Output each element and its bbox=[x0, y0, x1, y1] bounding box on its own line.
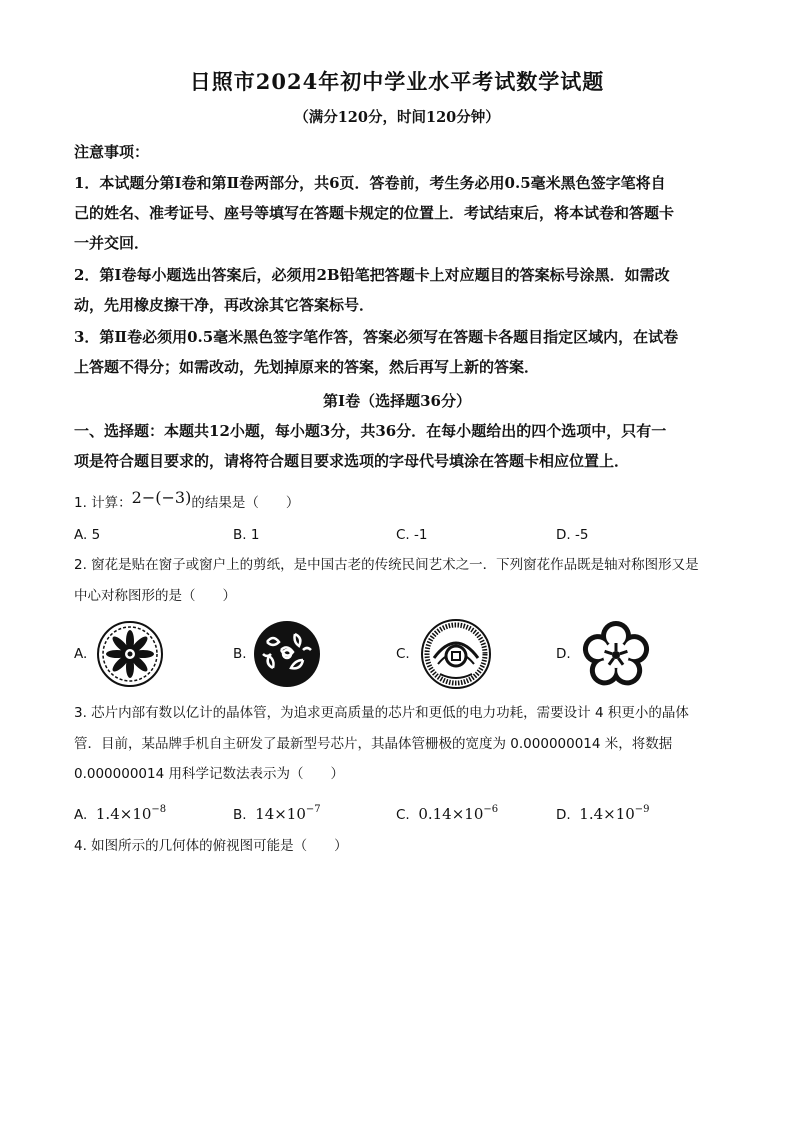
question-2: 2. 窗花是贴在窗子或窗户上的剪纸，是中国古老的传统民间艺术之一．下列窗花作品既是轴对称图形又是 bbox=[74, 557, 699, 573]
option-c: C. bbox=[396, 646, 410, 662]
question-1-expression: 2−(−3) bbox=[131, 488, 192, 507]
option-d bbox=[556, 800, 650, 825]
question-3: 0.000000014 用科学记数法表示为（ ） bbox=[74, 766, 344, 782]
question-4: 4. 如图所示的几何体的俯视图可能是（ ） bbox=[74, 838, 348, 854]
notice-line: 一并交回． bbox=[74, 234, 150, 252]
option-a bbox=[74, 800, 166, 825]
notice-line: 动，先用橡皮擦干净，再改涂其它答案标号． bbox=[74, 296, 375, 314]
section-instructions: 项是符合题目要求的，请将符合题目要求选项的字母代号填涂在答题卡相应位置上． bbox=[74, 452, 630, 470]
option-d: D. -5 bbox=[556, 527, 589, 543]
notice-heading: 注意事项： bbox=[74, 143, 150, 161]
option-a: A. bbox=[74, 646, 88, 662]
page-title: 日照市2024年初中学业水平考试数学试题 bbox=[189, 69, 605, 94]
question-2: 中心对称图形的是（ ） bbox=[74, 588, 236, 604]
option-b: B. bbox=[233, 646, 247, 662]
papercut-image-b bbox=[253, 620, 321, 688]
option-label: D. bbox=[556, 807, 571, 823]
option-b: B. 1 bbox=[233, 527, 260, 543]
question-3: 管．目前，某品牌手机自主研发了最新型号芯片，其晶体管栅极的宽度为 0.000000014 米，将数据 bbox=[74, 736, 673, 752]
question-1 bbox=[74, 488, 300, 513]
option-c: C. -1 bbox=[396, 527, 428, 543]
option-c bbox=[396, 800, 498, 825]
papercut-image-c bbox=[420, 618, 492, 690]
notice-line: 1．本试题分第Ⅰ卷和第Ⅱ卷两部分，共6页．答卷前，考生务必用0.5毫米黑色签字笔将自 bbox=[74, 174, 666, 192]
notice-line: 上答题不得分；如需改动，先划掉原来的答案，然后再写上新的答案． bbox=[74, 358, 540, 376]
section-instructions: 一、选择题：本题共12小题，每小题3分，共36分．在每小题给出的四个选项中，只有一 bbox=[74, 422, 667, 440]
option-label: A. bbox=[74, 807, 88, 823]
option-label: C. bbox=[396, 807, 410, 823]
papercut-image-a bbox=[96, 620, 164, 688]
option-value: $1.4\times 10^{-8}$ bbox=[95, 804, 167, 823]
section-title: 第Ⅰ卷（选择题36分） bbox=[323, 392, 471, 410]
notice-line: 3．第Ⅱ卷必须用0.5毫米黑色签字笔作答，答案必须写在答题卡各题目指定区域内，在试卷 bbox=[74, 328, 679, 346]
question-3: 3. 芯片内部有数以亿计的晶体管，为追求更高质量的芯片和更低的电力功耗，需要设计 4 积更小的晶体 bbox=[74, 705, 689, 721]
question-1-suffix: 的结果是（ ） bbox=[191, 495, 300, 511]
notice-line: 己的姓名、准考证号、座号等填写在答题卡规定的位置上．考试结束后，将本试卷和答题卡 bbox=[74, 204, 675, 222]
page-subtitle: （满分120分，时间120分钟） bbox=[294, 109, 500, 126]
notice-line: 2．第Ⅰ卷每小题选出答案后，必须用2B铅笔把答题卡上对应题目的答案标号涂黑．如需改 bbox=[74, 266, 670, 284]
option-a: A. 5 bbox=[74, 527, 101, 543]
option-label: B. bbox=[233, 807, 247, 823]
papercut-image-d bbox=[578, 618, 654, 690]
option-value: $0.14\times 10^{-6}$ bbox=[418, 804, 499, 823]
option-value: $1.4\times 10^{-9}$ bbox=[579, 804, 650, 823]
option-b bbox=[233, 800, 321, 825]
option-d: D. bbox=[556, 646, 571, 662]
question-1-prefix: 1. 计算： bbox=[74, 495, 132, 511]
option-value: $14\times 10^{-7}$ bbox=[255, 804, 321, 823]
